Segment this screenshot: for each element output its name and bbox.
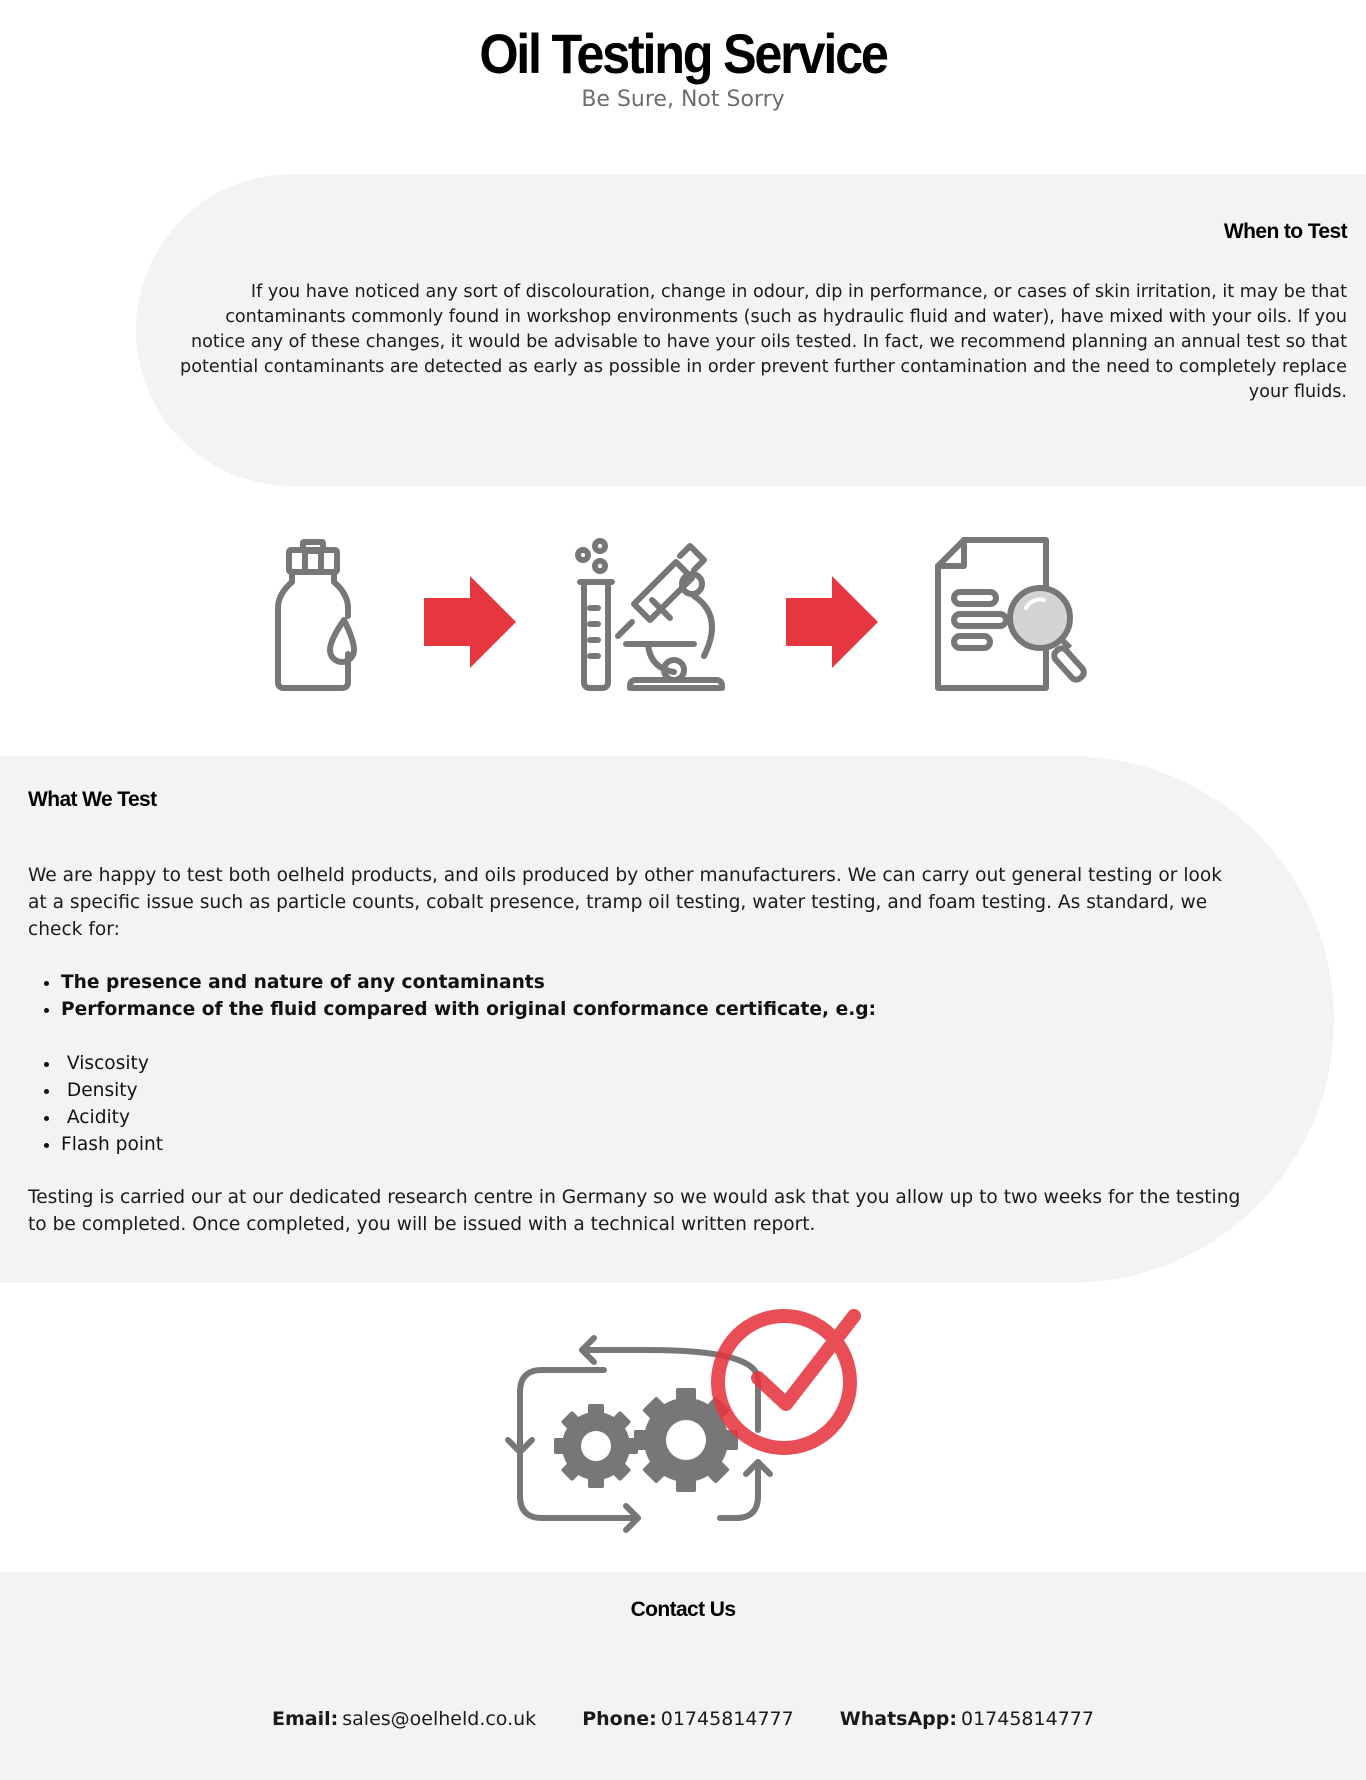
- gears-checkmark-icon: [496, 1300, 866, 1546]
- test-sub-points: [28, 1050, 1244, 1158]
- when-to-test-section: [136, 174, 1366, 486]
- list-item: • Viscosity: [61, 1050, 1244, 1077]
- contact-heading: Contact Us: [630, 1598, 736, 1621]
- contact-whatsapp: [840, 1708, 1094, 1730]
- list-item: • Performance of the fluid compared with original conformance certificate, e.g:: [61, 996, 1244, 1023]
- when-to-test-body: If you have noticed any sort of discolouration, change in odour, dip in performance, or cases of skin irritation, it may be that contaminants commonly found in workshop environments (such as hydraulic fluid and water), have mixed with your oils. If you notice any of these changes, it would be advisable to have your oils tested. In fact, we recommend planning an annual test so that potential contaminants are detected as early as possible in order prevent further contamination and the need to completely replace your fluids.: [180, 282, 1347, 402]
- page-subtitle: Be Sure, Not Sorry: [581, 87, 785, 112]
- when-to-test-heading: When to Test: [1223, 220, 1347, 243]
- what-we-test-section: [0, 756, 1334, 1283]
- email-link[interactable]: sales@oelheld.co.uk: [342, 1708, 537, 1730]
- test-main-points: [28, 969, 1244, 1023]
- check-icon: [718, 1316, 854, 1448]
- email-label: Email:: [272, 1708, 339, 1730]
- contact-footer: [0, 1572, 1366, 1780]
- whatsapp-label: WhatsApp:: [839, 1708, 957, 1730]
- list-item: • Flash point: [61, 1131, 1244, 1158]
- what-we-test-heading: What We Test: [28, 788, 157, 811]
- phone-label: Phone:: [582, 1708, 657, 1730]
- list-item: • The presence and nature of any contaminants: [61, 969, 1244, 996]
- contact-details: [0, 1708, 1366, 1730]
- oil-bottle-icon: [270, 536, 370, 692]
- process-steps: [0, 536, 1366, 696]
- report-search-icon: [934, 536, 1094, 692]
- page-title: Oil Testing Service: [479, 22, 887, 85]
- arrow-right-icon: [424, 576, 516, 668]
- lab-microscope-icon: [574, 536, 734, 692]
- contact-email: [272, 1708, 536, 1730]
- arrow-right-icon: [786, 576, 878, 668]
- what-we-test-intro: We are happy to test both oelheld products, and oils produced by other manufacturers. We can carry out general testing or look at a specific issue such as particle counts, cobalt presence, tramp oil testing, water testing, and foam testing. As standard, we check for:: [28, 865, 1223, 940]
- list-item: • Density: [61, 1077, 1244, 1104]
- contact-phone: [582, 1708, 794, 1730]
- what-we-test-footer: Testing is carried our at our dedicated research centre in Germany so we would ask that you allow up to two weeks for the testing to be completed. Once completed, you will be issued with a technical written report.: [28, 1187, 1241, 1235]
- phone-link[interactable]: 01745814777: [660, 1708, 794, 1730]
- list-item: • Acidity: [61, 1104, 1244, 1131]
- page-header: [0, 18, 1366, 116]
- whatsapp-link[interactable]: 01745814777: [960, 1708, 1094, 1730]
